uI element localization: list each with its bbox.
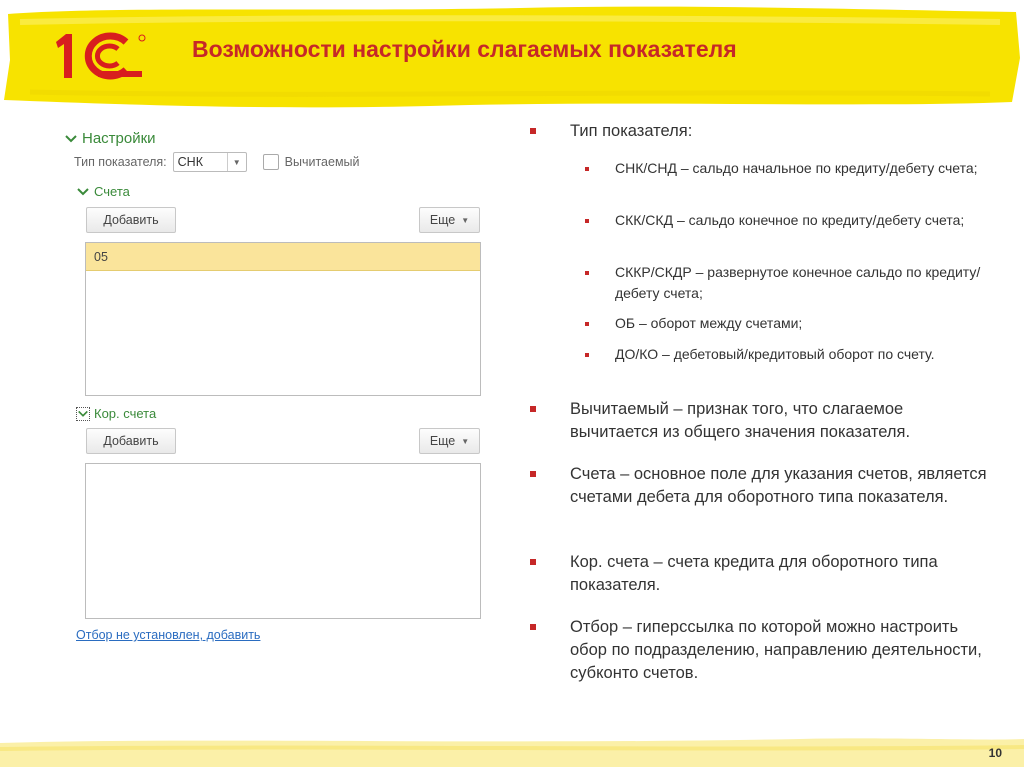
kor-accounts-label: Кор. счета [94,406,157,421]
list-item: Счета – основное поле для указания счетов, является счетами дебета для оборотного типа показателя. [530,463,990,509]
list-item: СНК/СНД – сальдо начальное по кредиту/дебету счета; [585,158,990,179]
dropdown-arrow-icon[interactable]: ▼ [227,153,246,171]
bullet-marker [585,322,589,326]
subtractable-label: Вычитаемый [284,155,360,169]
settings-form [64,122,494,662]
bullet-marker [530,406,536,412]
add-account-button[interactable]: Добавить [86,207,176,233]
list-item: Вычитаемый – признак того, что слагаемое вычитается из общего значения показателя. [530,398,990,444]
list-item[interactable]: 05 [86,243,480,271]
settings-group-header[interactable] [64,130,156,147]
bullet-marker [585,167,589,171]
page-number: 10 [988,746,1002,760]
list-item: СККР/СКДР – развернутое конечное сальдо по кредиту/дебету счета; [585,262,990,304]
more-accounts-button[interactable]: Еще ▼ [419,207,480,233]
footer-band [0,735,1024,767]
kor-accounts-group-header[interactable] [76,406,156,421]
footer-brush-stroke [0,735,1024,767]
subtractable-checkbox[interactable] [263,154,279,170]
list-item: Тип показателя: [530,120,990,143]
type-label: Тип показателя: [74,155,167,169]
bullet-marker [585,219,589,223]
bullet-marker [530,128,536,134]
chevron-down-icon [76,407,90,421]
list-item: Кор. счета – счета кредита для оборотного типа показателя. [530,551,990,597]
chevron-down-icon [76,185,90,199]
chevron-down-icon [64,132,78,146]
list-item: СКК/СКД – сальдо конечное по кредиту/дебету счета; [585,210,990,231]
add-kor-account-button[interactable]: Добавить [86,428,176,454]
bullet-marker [585,271,589,275]
bullet-marker [530,559,536,565]
bullet-marker [585,353,589,357]
type-select[interactable] [173,152,247,172]
accounts-group-header[interactable] [76,184,130,199]
slide-title: Возможности настройки слагаемых показателя [192,36,737,62]
settings-label: Настройки [82,130,156,147]
list-item: ДО/КО – дебетовый/кредитовый оборот по счету. [585,344,990,365]
accounts-label: Счета [94,184,130,199]
more-kor-accounts-button[interactable]: Еще ▼ [419,428,480,454]
dropdown-arrow-icon: ▼ [461,436,470,446]
kor-accounts-list[interactable] [85,463,481,619]
type-row [74,152,360,172]
bullet-marker [530,624,536,630]
accounts-list[interactable] [85,242,481,396]
list-item: Отбор – гиперссылка по которой можно настроить обор по подразделению, направлению деятельности, субконто счетов. [530,616,990,685]
type-value: СНК [177,155,203,169]
filter-link[interactable]: Отбор не установлен, добавить [76,628,261,642]
list-item: ОБ – оборот между счетами; [585,313,990,334]
bullet-marker [530,471,536,477]
1c-logo [52,30,152,82]
dropdown-arrow-icon: ▼ [461,215,470,225]
